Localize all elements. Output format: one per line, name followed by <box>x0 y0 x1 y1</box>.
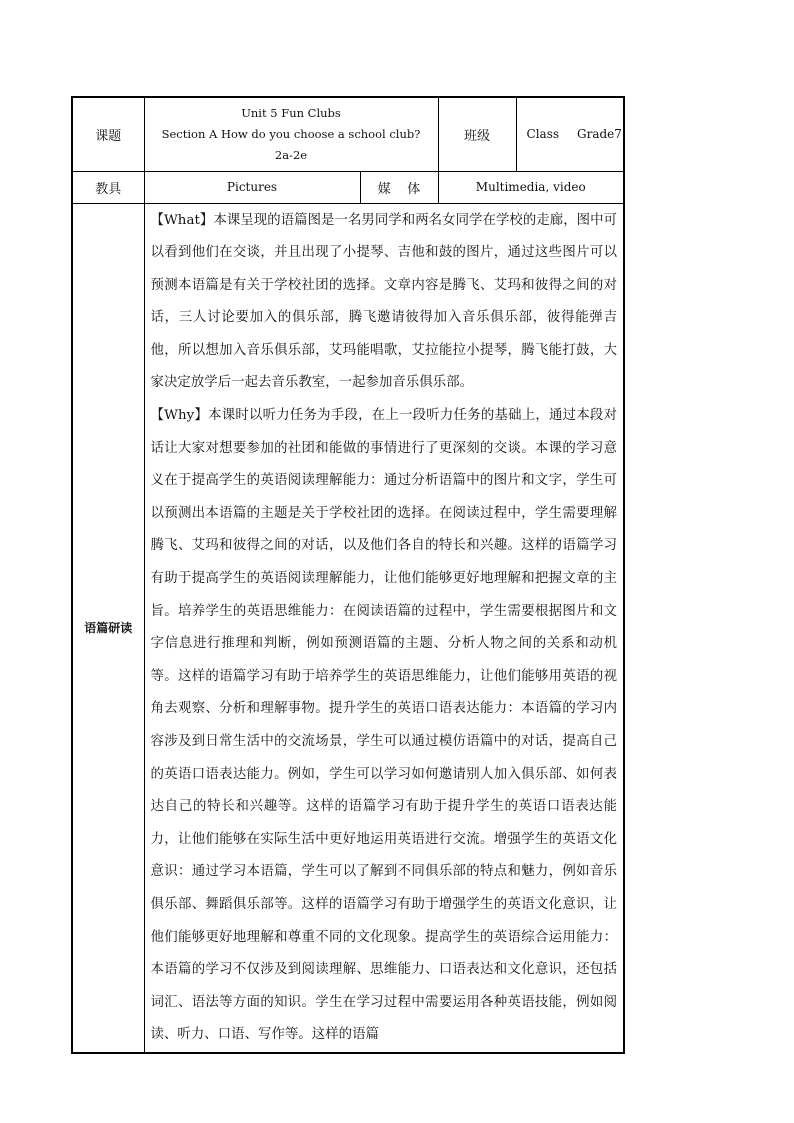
topic-unit: Unit 5 Fun Clubs <box>241 105 341 120</box>
what-paragraph <box>151 205 618 401</box>
aids-row <box>72 171 624 203</box>
why-text: 本课时以听力任务为手段，在上一段听力任务的基础上，通过本段对话让大家对想要参加的社团和能做的事情进行了更深刻的交谈。本课的学习意义在于提高学生的英语阅读理解能力：通过分析语篇中的图片和文字，学生可以预测出本语篇的主题是关于学校社团的选择。在阅读过程中，学生需要理解腾飞、艾玛和彼得之间的对话，以及他们各自的特长和兴趣。这样的语篇学习有助于提高学生的英语阅读理解能力，让他们能够更好地理解和把握文章的主旨。培养学生的英语思维能力：在阅读语篇的过程中，学生需要根据图片和文字信息进行推理和判断，例如预测语篇的主题、分析人物之间的关系和动机等。这样的语篇学习有助于培养学生的英语思维能力，让他们能够用英语的视角去观察、分析和理解事物。提升学生的英语口语表达能力：本语篇的学习内容涉及到日常生活中的交流场景，学生可以通过模仿语篇中的对话，提高自己的英语口语表达能力。例如，学生可以学习如何邀请别人加入俱乐部、如何表达自己的特长和兴趣等。这样的语篇学习有助于提升学生的英语口语表达能力，让他们能够在实际生活中更好地运用英语进行交流。增强学生的英语文化意识：通过学习本语篇，学生可以了解到不同俱乐部的特点和魅力，例如音乐俱乐部、舞蹈俱乐部等。这样的语篇学习有助于增强学生的英语文化意识，让他们能够更好地理解和尊重不同的文化现象。提高学生的英语综合运用能力：本语篇的学习不仅涉及到阅读理解、思维能力、口语表达和文化意识，还包括词汇、语法等方面的知识。学生在学习过程中需要运用各种英语技能，例如阅读、听力、口语、写作等。这样的语篇 <box>150 408 618 1043</box>
aids-label: 教具 <box>72 171 144 203</box>
grade-value: Grade7 <box>577 127 622 142</box>
media-label: 媒 体 <box>360 171 438 203</box>
why-paragraph <box>151 400 618 1052</box>
topic-cell <box>144 97 438 171</box>
class-value: Class <box>526 127 560 142</box>
aids-value: Pictures <box>144 171 360 203</box>
analysis-text-cell <box>144 203 624 1053</box>
media-value: Multimedia, video <box>438 171 624 203</box>
what-text: 本课呈现的语篇图是一名男同学和两名女同学在学校的走廊，图中可以看到他们在交谈，并且出现了小提琴、吉他和鼓的图片，通过这些图片可以预测本语篇是有关于学校社团的选择。文章内容是腾飞、艾玛和彼得之间的对话，三人讨论要加入的俱乐部，腾飞邀请彼得加入音乐俱乐部，彼得能弹吉他，所以想加入音乐俱乐部，艾玛能唱歌，艾拉能拉小提琴，腾飞能打鼓，大家决定放学后一起去音乐教室，一起参加音乐俱乐部。 <box>150 212 618 391</box>
topic-label: 课题 <box>72 97 144 171</box>
why-tag: 【Why】 <box>150 408 209 424</box>
analysis-label: 语篇研读 <box>72 203 144 1053</box>
class-label: 班级 <box>438 97 516 171</box>
topic-part: 2a-2e <box>274 147 308 162</box>
topic-row <box>72 97 624 171</box>
what-tag: 【What】 <box>150 212 214 228</box>
topic-section: Section A How do you choose a school club? <box>161 126 421 141</box>
lesson-plan-table <box>71 96 625 1054</box>
analysis-row <box>72 203 624 1053</box>
class-value-cell <box>516 97 624 171</box>
